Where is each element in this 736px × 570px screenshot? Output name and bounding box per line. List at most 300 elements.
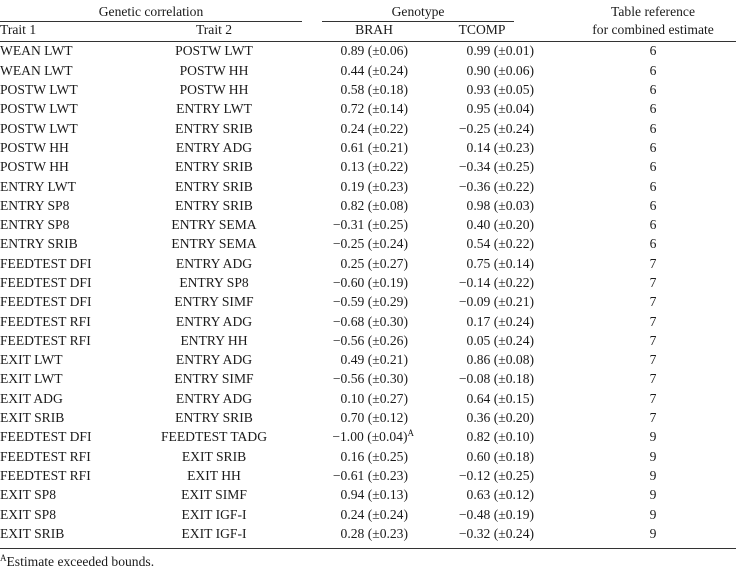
tcomp-cell — [418, 524, 534, 548]
table-reference-cell — [534, 351, 736, 370]
table-reference-cell-text: 6 — [649, 178, 657, 194]
trait1-cell-text: ENTRY SP8 — [0, 217, 70, 233]
table-reference-cell-text: 6 — [649, 217, 657, 233]
brah-cell-text: 0.16 (±0.25) — [340, 448, 409, 464]
tcomp-cell-text: −0.09 (±0.21) — [458, 294, 535, 310]
brah-cell-text: 0.82 (±0.08) — [340, 197, 409, 213]
trait2-cell-text: FEEDTEST TADG — [160, 429, 268, 445]
trait1-cell — [0, 254, 126, 273]
tcomp-cell — [418, 428, 534, 447]
trait1-cell-text: EXIT SRIB — [0, 525, 65, 541]
trait1-cell-text: POSTW LWT — [0, 101, 78, 117]
table-reference-cell-text: 9 — [649, 467, 657, 483]
brah-cell — [302, 119, 418, 138]
table-reference-cell-text: 6 — [649, 197, 657, 213]
table-reference-cell — [534, 486, 736, 505]
tcomp-cell — [418, 467, 534, 486]
table-body — [0, 42, 736, 549]
tcomp-cell — [418, 100, 534, 119]
table-reference-cell-text: 6 — [649, 82, 657, 98]
trait2-cell — [126, 293, 302, 312]
table-reference-cell — [534, 505, 736, 524]
table-reference-cell-text: 7 — [649, 275, 657, 290]
tcomp-cell — [418, 389, 534, 408]
table-row — [0, 61, 736, 80]
table-reference-cell — [534, 61, 736, 80]
tcomp-cell — [418, 312, 534, 331]
trait2-cell-text: ENTRY SIMF — [174, 294, 254, 310]
tcomp-cell — [418, 293, 534, 312]
table-row — [0, 196, 736, 215]
table-reference-cell — [534, 447, 736, 466]
trait2-cell-text: EXIT SIMF — [181, 487, 247, 503]
trait1-cell — [0, 138, 126, 157]
table-reference-cell — [534, 216, 736, 235]
trait1-cell-text: FEEDTEST DFI — [0, 429, 92, 445]
table-reference-cell — [534, 100, 736, 119]
trait1-cell — [0, 447, 126, 466]
table-reference-subheading: for combined estimate — [592, 21, 714, 37]
brah-cell — [302, 158, 418, 177]
brah-cell — [302, 447, 418, 466]
trait2-cell-text: ENTRY ADG — [175, 390, 253, 406]
trait1-cell-text: ENTRY SRIB — [0, 236, 78, 252]
table-row — [0, 119, 736, 138]
trait1-cell — [0, 351, 126, 370]
tcomp-cell — [418, 254, 534, 273]
table-row — [0, 177, 736, 196]
trait2-cell-text: ENTRY SRIB — [175, 197, 253, 213]
trait1-cell-text: FEEDTEST RFI — [0, 313, 91, 329]
trait1-cell — [0, 370, 126, 389]
tcomp-cell-text: −0.25 (±0.24) — [458, 120, 535, 136]
trait1-cell-text: EXIT LWT — [0, 371, 63, 387]
trait2-cell — [126, 370, 302, 389]
trait1-cell — [0, 216, 126, 235]
table-reference-cell-text: 7 — [649, 294, 657, 310]
trait1-cell-text: POSTW LWT — [0, 82, 78, 98]
trait1-cell-text: FEEDTEST RFI — [0, 332, 91, 348]
trait1-heading: Trait 1 — [0, 21, 37, 37]
brah-cell — [302, 351, 418, 370]
trait1-cell — [0, 505, 126, 524]
brah-cell-text: 0.44 (±0.24) — [340, 62, 409, 78]
trait1-cell — [0, 235, 126, 254]
table-reference-cell-text: 7 — [649, 390, 657, 406]
trait2-cell-text: ENTRY SRIB — [175, 410, 253, 426]
trait2-cell — [126, 524, 302, 548]
trait2-cell — [126, 100, 302, 119]
tcomp-cell-text: 0.82 (±0.10) — [466, 429, 535, 445]
brah-cell — [302, 274, 418, 293]
tcomp-cell — [418, 61, 534, 80]
brah-cell — [302, 312, 418, 331]
brah-cell — [302, 331, 418, 350]
trait2-cell-text: POSTW HH — [179, 82, 249, 98]
table-reference-cell — [534, 158, 736, 177]
tcomp-cell-text: −0.48 (±0.19) — [458, 506, 535, 522]
trait2-cell — [126, 447, 302, 466]
tcomp-cell-text: −0.08 (±0.18) — [458, 371, 535, 387]
table-reference-cell-text: 9 — [649, 429, 657, 445]
trait2-cell-text: EXIT IGF-I — [181, 525, 247, 541]
table-reference-cell-text: 6 — [649, 159, 657, 175]
brah-cell — [302, 216, 418, 235]
tcomp-cell-text: 0.98 (±0.03) — [466, 197, 535, 213]
trait1-cell — [0, 158, 126, 177]
table-reference-cell-text: 7 — [649, 371, 657, 387]
brah-cell — [302, 235, 418, 254]
tcomp-cell — [418, 351, 534, 370]
tcomp-cell — [418, 216, 534, 235]
tcomp-cell — [418, 409, 534, 428]
brah-cell-text: −0.56 (±0.26) — [332, 332, 409, 348]
brah-cell-text: −0.61 (±0.23) — [332, 467, 409, 483]
table-row — [0, 42, 736, 62]
trait2-cell-text: EXIT SRIB — [181, 448, 247, 464]
tcomp-cell — [418, 177, 534, 196]
tcomp-cell-text: 0.60 (±0.18) — [466, 448, 535, 464]
table-reference-cell — [534, 331, 736, 350]
trait1-cell-text: POSTW HH — [0, 139, 69, 155]
trait2-cell — [126, 216, 302, 235]
trait2-cell — [126, 409, 302, 428]
trait2-cell-text: ENTRY SRIB — [175, 120, 253, 136]
tcomp-cell — [418, 447, 534, 466]
table-reference-cell — [534, 370, 736, 389]
trait1-cell — [0, 428, 126, 447]
brah-heading: BRAH — [355, 21, 393, 37]
trait1-cell-text: FEEDTEST RFI — [0, 467, 91, 483]
tcomp-cell — [418, 505, 534, 524]
table-reference-cell — [534, 274, 736, 293]
trait2-cell-text: ENTRY SEMA — [171, 217, 257, 233]
brah-cell — [302, 409, 418, 428]
brah-cell — [302, 428, 418, 447]
tcomp-cell-text: 0.54 (±0.22) — [466, 236, 535, 252]
table-row — [0, 447, 736, 466]
brah-cell-text: −1.00 (±0.04) — [332, 429, 408, 445]
brah-cell-text: 0.89 (±0.06) — [340, 43, 409, 59]
brah-cell-text: 0.28 (±0.23) — [340, 525, 409, 541]
trait1-cell — [0, 42, 126, 62]
table-row — [0, 505, 736, 524]
brah-cell — [302, 81, 418, 100]
table-reference-cell — [534, 196, 736, 215]
tcomp-cell — [418, 158, 534, 177]
brah-cell — [302, 524, 418, 548]
table-row — [0, 293, 736, 312]
trait2-cell — [126, 158, 302, 177]
trait2-cell-text: ENTRY SIMF — [174, 371, 254, 387]
tcomp-cell — [418, 119, 534, 138]
brah-cell-text: 0.72 (±0.14) — [340, 101, 409, 117]
trait2-cell-text: ENTRY SRIB — [175, 159, 253, 175]
table-row — [0, 81, 736, 100]
brah-cell — [302, 467, 418, 486]
trait1-cell-text: WEAN LWT — [0, 43, 73, 59]
trait2-cell-text: ENTRY SEMA — [171, 236, 257, 252]
trait2-cell — [126, 119, 302, 138]
brah-cell — [302, 138, 418, 157]
trait2-cell-text: ENTRY SRIB — [175, 178, 253, 194]
tcomp-cell-text: 0.36 (±0.20) — [466, 410, 535, 426]
trait1-cell — [0, 524, 126, 548]
tcomp-cell-text: −0.14 (±0.22) — [458, 275, 535, 290]
trait1-cell-text: EXIT ADG — [0, 390, 63, 406]
trait2-cell-text: EXIT HH — [187, 467, 241, 483]
trait1-cell — [0, 486, 126, 505]
trait2-cell-text: POSTW LWT — [175, 43, 253, 59]
trait2-cell-text: POSTW HH — [179, 62, 249, 78]
brah-cell-text: −0.59 (±0.29) — [332, 294, 409, 310]
table-header — [0, 4, 736, 42]
table-row — [0, 216, 736, 235]
table-reference-cell-text: 7 — [649, 313, 657, 329]
tcomp-heading: TCOMP — [458, 21, 506, 37]
tcomp-cell — [418, 274, 534, 293]
trait2-cell-text: ENTRY ADG — [175, 139, 253, 155]
table-reference-cell-text: 7 — [649, 410, 657, 426]
brah-cell-text: 0.49 (±0.21) — [340, 352, 409, 368]
brah-cell-text: 0.24 (±0.22) — [340, 120, 409, 136]
trait1-cell-text: FEEDTEST DFI — [0, 275, 92, 290]
trait1-cell — [0, 100, 126, 119]
trait2-cell-text: EXIT IGF-I — [181, 506, 247, 522]
trait1-cell — [0, 119, 126, 138]
brah-cell-text: 0.24 (±0.24) — [340, 506, 409, 522]
table-row — [0, 138, 736, 157]
tcomp-cell-text: 0.86 (±0.08) — [466, 352, 535, 368]
table-reference-cell — [534, 312, 736, 331]
trait1-cell-text: FEEDTEST DFI — [0, 255, 92, 271]
tcomp-cell-text: −0.36 (±0.22) — [458, 178, 535, 194]
trait1-cell-text: EXIT LWT — [0, 352, 63, 368]
trait1-cell-text: EXIT SP8 — [0, 487, 57, 503]
brah-cell-text: 0.25 (±0.27) — [340, 255, 409, 271]
trait1-cell — [0, 61, 126, 80]
brah-cell-text: 0.61 (±0.21) — [340, 139, 409, 155]
table-reference-cell-text: 6 — [649, 236, 657, 252]
brah-cell-text: 0.58 (±0.18) — [340, 82, 409, 98]
table-reference-cell-text: 9 — [649, 487, 657, 503]
trait2-cell-text: ENTRY LWT — [176, 101, 252, 117]
trait1-cell-text: ENTRY SP8 — [0, 197, 70, 213]
tcomp-cell-text: 0.14 (±0.23) — [466, 139, 535, 155]
table-reference-cell — [534, 138, 736, 157]
table-reference-cell-text: 9 — [649, 525, 657, 541]
tcomp-cell — [418, 196, 534, 215]
trait1-cell — [0, 196, 126, 215]
table-row — [0, 467, 736, 486]
tcomp-cell-text: −0.32 (±0.24) — [458, 525, 535, 541]
brah-cell-text: 0.94 (±0.13) — [340, 487, 409, 503]
table-reference-cell-text: 6 — [649, 101, 657, 117]
brah-cell — [302, 100, 418, 119]
table-reference-cell — [534, 524, 736, 548]
tcomp-cell-text: 0.93 (±0.05) — [466, 82, 535, 98]
trait1-cell — [0, 331, 126, 350]
tcomp-cell — [418, 81, 534, 100]
tcomp-cell-text: 0.63 (±0.12) — [466, 487, 535, 503]
trait1-cell — [0, 409, 126, 428]
genetic-correlation-table — [0, 4, 736, 549]
brah-cell-text: 0.10 (±0.27) — [340, 390, 409, 406]
table-row — [0, 312, 736, 331]
brah-cell-text: −0.60 (±0.19) — [332, 275, 409, 290]
brah-cell — [302, 389, 418, 408]
genetic-correlation-table-container — [0, 4, 736, 549]
table-reference-cell — [534, 428, 736, 447]
trait1-cell-text: POSTW LWT — [0, 120, 78, 136]
trait1-cell-text: POSTW HH — [0, 159, 69, 175]
table-row — [0, 331, 736, 350]
brah-cell — [302, 42, 418, 62]
tcomp-cell — [418, 138, 534, 157]
table-reference-cell — [534, 42, 736, 62]
table-reference-cell — [534, 467, 736, 486]
trait2-cell — [126, 486, 302, 505]
trait2-cell — [126, 467, 302, 486]
brah-cell-text: −0.25 (±0.24) — [332, 236, 409, 252]
brah-cell-text: −0.31 (±0.25) — [332, 217, 409, 233]
trait2-cell — [126, 81, 302, 100]
brah-cell — [302, 370, 418, 389]
table-reference-cell-text: 6 — [649, 43, 657, 59]
tcomp-cell — [418, 42, 534, 62]
table-reference-cell-text: 7 — [649, 255, 657, 271]
trait1-cell-text: ENTRY LWT — [0, 178, 76, 194]
tcomp-cell-text: −0.34 (±0.25) — [458, 159, 535, 175]
table-row — [0, 274, 736, 293]
table-reference-cell — [534, 409, 736, 428]
trait2-cell — [126, 312, 302, 331]
table-row — [0, 351, 736, 370]
footnote-marker: A — [0, 553, 7, 563]
table-row — [0, 158, 736, 177]
trait2-cell — [126, 177, 302, 196]
table-row — [0, 409, 736, 428]
tcomp-cell — [418, 331, 534, 350]
brah-cell-text: 0.13 (±0.22) — [340, 159, 409, 175]
tcomp-cell-text: 0.40 (±0.20) — [466, 217, 535, 233]
tcomp-cell-text: 0.05 (±0.24) — [466, 332, 535, 348]
trait2-cell — [126, 196, 302, 215]
trait2-cell — [126, 61, 302, 80]
table-reference-cell — [534, 177, 736, 196]
table-reference-cell — [534, 81, 736, 100]
trait1-cell — [0, 467, 126, 486]
brah-cell — [302, 293, 418, 312]
trait2-cell-text: ENTRY ADG — [175, 255, 253, 271]
footnote-marker-ref: A — [407, 428, 415, 439]
trait2-cell — [126, 331, 302, 350]
trait2-cell — [126, 274, 302, 293]
trait2-cell-text: ENTRY SP8 — [179, 275, 249, 290]
genotype-heading: Genotype — [302, 4, 534, 21]
trait2-cell — [126, 254, 302, 273]
trait1-cell-text: WEAN LWT — [0, 62, 73, 78]
brah-cell — [302, 505, 418, 524]
trait2-cell — [126, 389, 302, 408]
trait2-cell — [126, 428, 302, 447]
brah-cell-text: 0.19 (±0.23) — [340, 178, 409, 194]
trait1-cell — [0, 389, 126, 408]
tcomp-cell — [418, 486, 534, 505]
brah-cell — [302, 177, 418, 196]
brah-cell — [302, 196, 418, 215]
trait2-cell-text: ENTRY ADG — [175, 313, 253, 329]
trait1-cell-text: FEEDTEST DFI — [0, 294, 92, 310]
trait2-cell-text: ENTRY HH — [180, 332, 248, 348]
tcomp-cell-text: 0.64 (±0.15) — [466, 390, 535, 406]
tcomp-cell — [418, 235, 534, 254]
trait1-cell — [0, 274, 126, 293]
table-row — [0, 235, 736, 254]
trait2-cell — [126, 505, 302, 524]
brah-cell — [302, 61, 418, 80]
table-row — [0, 254, 736, 273]
table-reference-heading: Table reference — [611, 4, 695, 20]
tcomp-cell-text: 0.75 (±0.14) — [466, 255, 535, 271]
tcomp-cell-text: 0.99 (±0.01) — [466, 43, 535, 59]
table-reference-cell — [534, 254, 736, 273]
table-reference-cell — [534, 293, 736, 312]
table-reference-cell-text: 9 — [649, 448, 657, 464]
table-row — [0, 370, 736, 389]
table-reference-cell — [534, 235, 736, 254]
trait1-cell — [0, 312, 126, 331]
tcomp-cell — [418, 370, 534, 389]
trait2-cell — [126, 42, 302, 62]
trait1-cell-text: EXIT SP8 — [0, 506, 57, 522]
trait2-heading: Trait 2 — [195, 21, 233, 37]
table-row — [0, 100, 736, 119]
trait1-cell — [0, 177, 126, 196]
table-reference-cell-text: 6 — [649, 62, 657, 78]
brah-cell — [302, 254, 418, 273]
table-reference-cell-text: 7 — [649, 352, 657, 368]
footnote-text: Estimate exceeded bounds. — [6, 554, 155, 569]
trait2-cell — [126, 235, 302, 254]
trait1-cell-text: EXIT SRIB — [0, 410, 65, 426]
tcomp-cell-text: 0.90 (±0.06) — [466, 62, 535, 78]
table-reference-cell-text: 7 — [649, 332, 657, 348]
table-row — [0, 524, 736, 548]
table-reference-cell-text: 9 — [649, 506, 657, 522]
table-reference-cell-text: 6 — [649, 139, 657, 155]
trait1-cell-text: FEEDTEST RFI — [0, 448, 91, 464]
genetic-correlation-heading: Genetic correlation — [0, 4, 302, 21]
table-reference-cell-text: 6 — [649, 120, 657, 136]
table-reference-cell — [534, 119, 736, 138]
table-reference-cell — [534, 389, 736, 408]
table-row — [0, 389, 736, 408]
brah-cell-text: −0.68 (±0.30) — [332, 313, 409, 329]
brah-cell-text: −0.56 (±0.30) — [332, 371, 409, 387]
table-row — [0, 428, 736, 447]
trait2-cell — [126, 138, 302, 157]
trait2-cell — [126, 351, 302, 370]
trait2-cell-text: ENTRY ADG — [175, 352, 253, 368]
brah-cell — [302, 486, 418, 505]
tcomp-cell-text: 0.17 (±0.24) — [466, 313, 535, 329]
tcomp-cell-text: 0.95 (±0.04) — [466, 101, 535, 117]
trait1-cell — [0, 293, 126, 312]
table-row — [0, 486, 736, 505]
trait1-cell — [0, 81, 126, 100]
tcomp-cell-text: −0.12 (±0.25) — [458, 467, 535, 483]
